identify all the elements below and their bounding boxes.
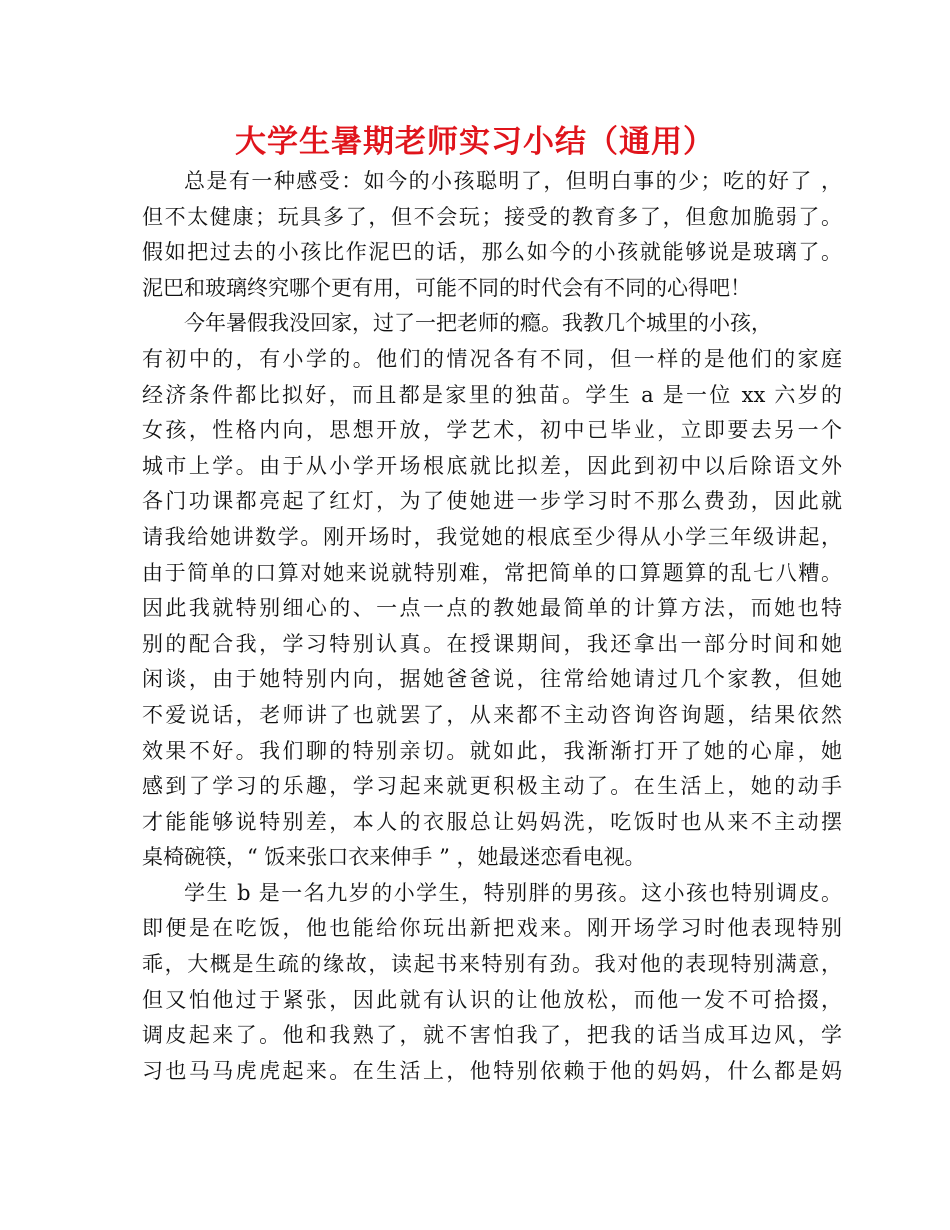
text-line: 即便是在吃饭，他也能给你玩出新把戏来。刚开场学习时他表现特别 (142, 916, 842, 941)
text-line: 请我给她讲数学。刚开场时，我觉她的根底至少得从小学三年级讲起， (142, 524, 842, 549)
text-line: 调皮起来了。他和我熟了，就不害怕我了，把我的话当成耳边风，学 (142, 1023, 842, 1048)
document-title: 大学生暑期老师实习小结（通用） (235, 124, 715, 160)
text-line: 今年暑假我没回家，过了一把老师的瘾。我教几个城里的小孩， (184, 311, 772, 336)
text-line: 闲谈，由于她特别内向，据她爸爸说，往常给她请过几个家教，但她 (142, 667, 842, 692)
text-line: 效果不好。我们聊的特别亲切。就如此，我渐渐打开了她的心扉，她 (142, 738, 842, 763)
text-line: 但不太健康；玩具多了，但不会玩；接受的教育多了，但愈加脆弱了。 (142, 204, 842, 229)
text-line: 因此我就特别细心的、一点一点的教她最简单的计算方法，而她也特 (142, 596, 842, 621)
text-line: 才能能够说特别差，本人的衣服总让妈妈洗，吃饭时也从来不主动摆 (142, 809, 842, 834)
text-line: 桌椅碗筷，“ 饭来张口衣来伸手 ” ，她最迷恋看电视。 (142, 845, 646, 870)
text-line: 城市上学。由于从小学开场根底就比拟差，因此到初中以后除语文外 (142, 453, 842, 478)
text-line: 女孩，性格内向，思想开放，学艺术，初中已毕业，立即要去另一个 (142, 418, 842, 443)
text-line: 泥巴和玻璃终究哪个更有用，可能不同的时代会有不同的心得吧！ (142, 275, 751, 300)
text-line: 不爱说话，老师讲了也就罢了，从来都不主动咨询咨询题，结果依然 (142, 702, 842, 727)
text-line: 乖，大概是生疏的缘故，读起书来特别有劲。我对他的表现特别满意， (142, 952, 842, 977)
text-line: 各门功课都亮起了红灯，为了使她进一步学习时不那么费劲，因此就 (142, 489, 842, 514)
text-line: 经济条件都比拟好，而且都是家里的独苗。学生 a 是一位 xx 六岁的 (142, 382, 842, 407)
text-line: 感到了学习的乐趣，学习起来就更积极主动了。在生活上，她的动手 (142, 774, 842, 799)
text-line: 但又怕他过于紧张，因此就有认识的让他放松，而他一发不可拾掇， (142, 987, 842, 1012)
text-line: 别的配合我，学习特别认真。在授课期间，我还拿出一部分时间和她 (142, 631, 842, 656)
text-line: 由于简单的口算对她来说就特别难，常把简单的口算题算的乱七八糟。 (142, 560, 842, 585)
text-line: 假如把过去的小孩比作泥巴的话，那么如今的小孩就能够说是玻璃了。 (142, 240, 842, 265)
text-line: 学生 b 是一名九岁的小学生，特别胖的男孩。这小孩也特别调皮。 (184, 880, 842, 905)
text-line: 有初中的，有小学的。他们的情况各有不同，但一样的是他们的家庭 (142, 346, 842, 371)
text-line: 总是有一种感受：如今的小孩聪明了，但明白事的少；吃的好了 ， (184, 169, 842, 193)
text-line: 习也马马虎虎起来。在生活上，他特别依赖于他的妈妈，什么都是妈 (142, 1058, 842, 1083)
document-body (142, 164, 842, 1089)
